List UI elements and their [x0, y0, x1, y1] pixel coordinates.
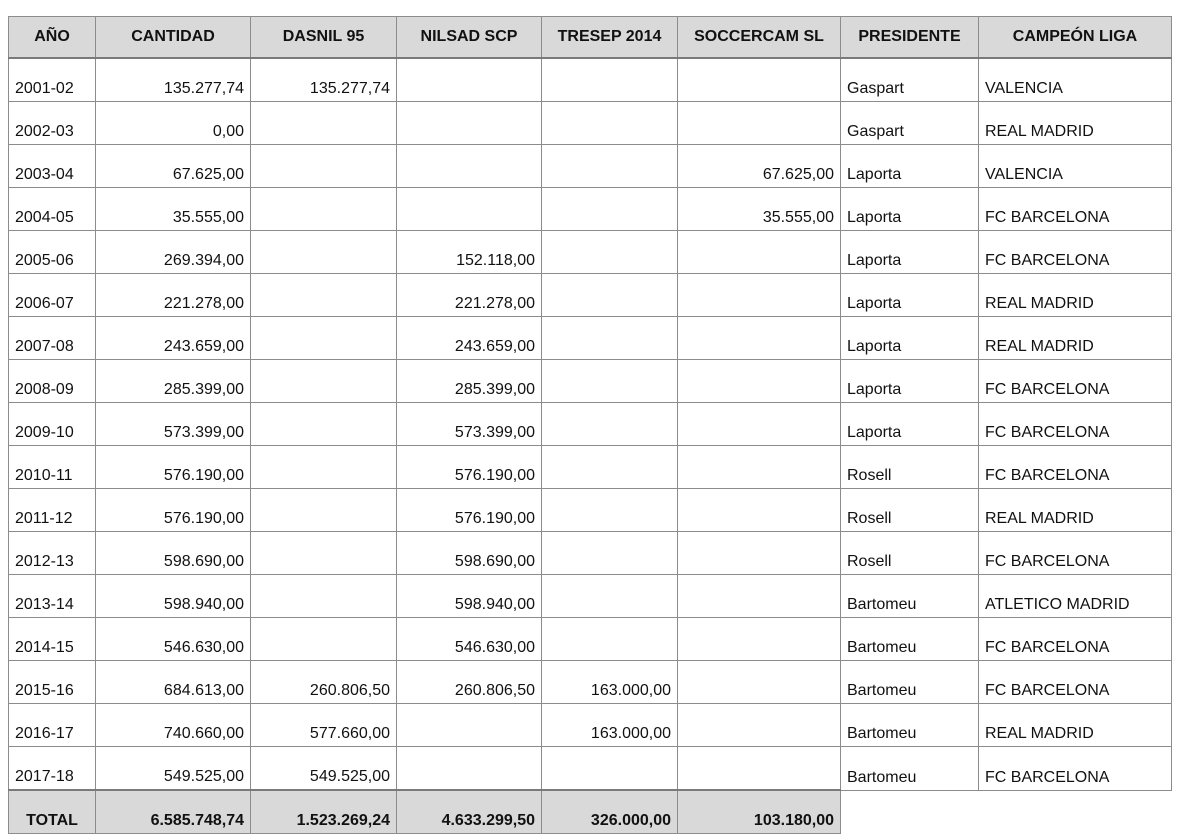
- cell-cantidad[interactable]: 598.940,00: [96, 575, 251, 618]
- cell-cantidad[interactable]: 67.625,00: [96, 145, 251, 188]
- total-cantidad[interactable]: 6.585.748,74: [96, 790, 251, 834]
- cell-dasnil-95[interactable]: [251, 403, 397, 446]
- cell-dasnil-95[interactable]: 260.806,50: [251, 661, 397, 704]
- cell-campeon-liga[interactable]: REAL MADRID: [979, 317, 1172, 360]
- total-row: [9, 790, 1172, 834]
- cell-presidente[interactable]: Bartomeu: [841, 618, 979, 661]
- cell-soccercam-sl[interactable]: 35.555,00: [678, 188, 841, 231]
- cell-ano[interactable]: 2006-07: [9, 274, 96, 317]
- cell-presidente[interactable]: Bartomeu: [841, 704, 979, 747]
- cell-dasnil-95[interactable]: [251, 188, 397, 231]
- cell-tresep-2014[interactable]: [542, 747, 678, 791]
- table-row: [9, 618, 1172, 661]
- cell-ano[interactable]: 2010-11: [9, 446, 96, 489]
- table-row: [9, 317, 1172, 360]
- cell-tresep-2014[interactable]: [542, 360, 678, 403]
- cell-ano[interactable]: 2002-03: [9, 102, 96, 145]
- cell-cantidad[interactable]: 576.190,00: [96, 446, 251, 489]
- cell-tresep-2014[interactable]: [542, 446, 678, 489]
- cell-campeon-liga[interactable]: VALENCIA: [979, 58, 1172, 102]
- cell-campeon-liga[interactable]: REAL MADRID: [979, 704, 1172, 747]
- cell-campeon-liga[interactable]: FC BARCELONA: [979, 747, 1172, 791]
- total-tresep-2014[interactable]: 326.000,00: [542, 790, 678, 834]
- cell-presidente[interactable]: Bartomeu: [841, 747, 979, 791]
- cell-tresep-2014[interactable]: 163.000,00: [542, 661, 678, 704]
- cell-nilsad-scp[interactable]: [397, 188, 542, 231]
- cell-nilsad-scp[interactable]: 285.399,00: [397, 360, 542, 403]
- cell-presidente[interactable]: Rosell: [841, 446, 979, 489]
- table-row: [9, 446, 1172, 489]
- cell-nilsad-scp[interactable]: [397, 747, 542, 791]
- cell-ano[interactable]: 2012-13: [9, 532, 96, 575]
- cell-soccercam-sl[interactable]: [678, 58, 841, 102]
- data-table: [8, 16, 1172, 834]
- cell-nilsad-scp[interactable]: 576.190,00: [397, 489, 542, 532]
- total-label[interactable]: TOTAL: [9, 790, 96, 834]
- cell-presidente[interactable]: Laporta: [841, 145, 979, 188]
- table-row: [9, 274, 1172, 317]
- cell-dasnil-95[interactable]: 549.525,00: [251, 747, 397, 791]
- cell-campeon-liga[interactable]: FC BARCELONA: [979, 360, 1172, 403]
- cell-presidente[interactable]: Laporta: [841, 188, 979, 231]
- cell-campeon-liga[interactable]: FC BARCELONA: [979, 618, 1172, 661]
- cell-nilsad-scp[interactable]: 221.278,00: [397, 274, 542, 317]
- table-row: [9, 747, 1172, 791]
- cell-soccercam-sl[interactable]: [678, 446, 841, 489]
- cell-presidente[interactable]: Laporta: [841, 274, 979, 317]
- cell-ano[interactable]: 2005-06: [9, 231, 96, 274]
- cell-presidente[interactable]: Laporta: [841, 360, 979, 403]
- cell-dasnil-95[interactable]: 577.660,00: [251, 704, 397, 747]
- cell-campeon-liga[interactable]: FC BARCELONA: [979, 532, 1172, 575]
- cell-campeon-liga[interactable]: FC BARCELONA: [979, 446, 1172, 489]
- cell-presidente[interactable]: Laporta: [841, 231, 979, 274]
- cell-campeon-liga[interactable]: FC BARCELONA: [979, 403, 1172, 446]
- cell-ano[interactable]: 2003-04: [9, 145, 96, 188]
- cell-tresep-2014[interactable]: [542, 188, 678, 231]
- cell-campeon-liga[interactable]: FC BARCELONA: [979, 661, 1172, 704]
- cell-presidente[interactable]: Bartomeu: [841, 575, 979, 618]
- total-dasnil-95[interactable]: 1.523.269,24: [251, 790, 397, 834]
- cell-dasnil-95[interactable]: [251, 446, 397, 489]
- cell-dasnil-95[interactable]: 135.277,74: [251, 58, 397, 102]
- cell-soccercam-sl[interactable]: [678, 317, 841, 360]
- cell-presidente[interactable]: Rosell: [841, 489, 979, 532]
- cell-ano[interactable]: 2008-09: [9, 360, 96, 403]
- cell-ano[interactable]: 2007-08: [9, 317, 96, 360]
- table-row: [9, 704, 1172, 747]
- cell-presidente[interactable]: Gaspart: [841, 58, 979, 102]
- total-blank-cell: [979, 790, 1172, 834]
- table-row: [9, 661, 1172, 704]
- cell-ano[interactable]: 2015-16: [9, 661, 96, 704]
- cell-soccercam-sl[interactable]: [678, 532, 841, 575]
- cell-tresep-2014[interactable]: [542, 403, 678, 446]
- cell-ano[interactable]: 2009-10: [9, 403, 96, 446]
- table-row: [9, 231, 1172, 274]
- table-row: [9, 188, 1172, 231]
- table-row: [9, 360, 1172, 403]
- cell-nilsad-scp[interactable]: 598.940,00: [397, 575, 542, 618]
- cell-dasnil-95[interactable]: [251, 317, 397, 360]
- cell-cantidad[interactable]: 546.630,00: [96, 618, 251, 661]
- cell-tresep-2014[interactable]: [542, 618, 678, 661]
- cell-dasnil-95[interactable]: [251, 618, 397, 661]
- cell-cantidad[interactable]: 243.659,00: [96, 317, 251, 360]
- cell-ano[interactable]: 2004-05: [9, 188, 96, 231]
- cell-nilsad-scp[interactable]: [397, 102, 542, 145]
- cell-cantidad[interactable]: 35.555,00: [96, 188, 251, 231]
- cell-soccercam-sl[interactable]: [678, 403, 841, 446]
- cell-tresep-2014[interactable]: [542, 231, 678, 274]
- table-row: [9, 575, 1172, 618]
- cell-presidente[interactable]: Bartomeu: [841, 661, 979, 704]
- cell-nilsad-scp[interactable]: 598.690,00: [397, 532, 542, 575]
- table-row: [9, 145, 1172, 188]
- cell-presidente[interactable]: Laporta: [841, 403, 979, 446]
- column-header-tresep-2014[interactable]: TRESEP 2014: [542, 17, 678, 59]
- cell-soccercam-sl[interactable]: [678, 360, 841, 403]
- cell-soccercam-sl[interactable]: [678, 704, 841, 747]
- column-header-cantidad[interactable]: CANTIDAD: [96, 17, 251, 59]
- spreadsheet-sheet: [8, 16, 1172, 834]
- cell-dasnil-95[interactable]: [251, 102, 397, 145]
- column-header-ano[interactable]: AÑO: [9, 17, 96, 59]
- cell-dasnil-95[interactable]: [251, 575, 397, 618]
- cell-ano[interactable]: 2014-15: [9, 618, 96, 661]
- cell-cantidad[interactable]: 269.394,00: [96, 231, 251, 274]
- cell-presidente[interactable]: Gaspart: [841, 102, 979, 145]
- cell-nilsad-scp[interactable]: 576.190,00: [397, 446, 542, 489]
- cell-campeon-liga[interactable]: VALENCIA: [979, 145, 1172, 188]
- cell-nilsad-scp[interactable]: [397, 704, 542, 747]
- cell-nilsad-scp[interactable]: 573.399,00: [397, 403, 542, 446]
- table-body: [9, 58, 1172, 790]
- cell-tresep-2014[interactable]: [542, 102, 678, 145]
- cell-ano[interactable]: 2011-12: [9, 489, 96, 532]
- cell-ano[interactable]: 2001-02: [9, 58, 96, 102]
- cell-cantidad[interactable]: 740.660,00: [96, 704, 251, 747]
- cell-tresep-2014[interactable]: [542, 317, 678, 360]
- cell-cantidad[interactable]: 576.190,00: [96, 489, 251, 532]
- cell-cantidad[interactable]: 549.525,00: [96, 747, 251, 791]
- cell-dasnil-95[interactable]: [251, 231, 397, 274]
- cell-soccercam-sl[interactable]: [678, 575, 841, 618]
- cell-soccercam-sl[interactable]: [678, 661, 841, 704]
- column-header-presidente[interactable]: PRESIDENTE: [841, 17, 979, 59]
- cell-presidente[interactable]: Laporta: [841, 317, 979, 360]
- cell-soccercam-sl[interactable]: [678, 747, 841, 791]
- table-row: [9, 532, 1172, 575]
- cell-cantidad[interactable]: 0,00: [96, 102, 251, 145]
- table-row: [9, 58, 1172, 102]
- cell-tresep-2014[interactable]: [542, 489, 678, 532]
- cell-campeon-liga[interactable]: REAL MADRID: [979, 489, 1172, 532]
- cell-dasnil-95[interactable]: [251, 489, 397, 532]
- cell-campeon-liga[interactable]: ATLETICO MADRID: [979, 575, 1172, 618]
- cell-nilsad-scp[interactable]: [397, 145, 542, 188]
- cell-soccercam-sl[interactable]: 67.625,00: [678, 145, 841, 188]
- cell-soccercam-sl[interactable]: [678, 489, 841, 532]
- cell-soccercam-sl[interactable]: [678, 274, 841, 317]
- cell-tresep-2014[interactable]: [542, 532, 678, 575]
- table-row: [9, 489, 1172, 532]
- cell-dasnil-95[interactable]: [251, 145, 397, 188]
- cell-cantidad[interactable]: 135.277,74: [96, 58, 251, 102]
- column-header-nilsad-scp[interactable]: NILSAD SCP: [397, 17, 542, 59]
- cell-nilsad-scp[interactable]: 243.659,00: [397, 317, 542, 360]
- cell-presidente[interactable]: Rosell: [841, 532, 979, 575]
- total-nilsad-scp[interactable]: 4.633.299,50: [397, 790, 542, 834]
- cell-cantidad[interactable]: 221.278,00: [96, 274, 251, 317]
- cell-nilsad-scp[interactable]: 546.630,00: [397, 618, 542, 661]
- cell-dasnil-95[interactable]: [251, 360, 397, 403]
- cell-soccercam-sl[interactable]: [678, 102, 841, 145]
- total-blank-cell: [841, 790, 979, 834]
- cell-nilsad-scp[interactable]: 152.118,00: [397, 231, 542, 274]
- header-row: [9, 17, 1172, 59]
- cell-dasnil-95[interactable]: [251, 532, 397, 575]
- cell-ano[interactable]: 2017-18: [9, 747, 96, 791]
- total-soccercam-sl[interactable]: 103.180,00: [678, 790, 841, 834]
- cell-campeon-liga[interactable]: FC BARCELONA: [979, 231, 1172, 274]
- cell-cantidad[interactable]: 573.399,00: [96, 403, 251, 446]
- cell-tresep-2014[interactable]: [542, 575, 678, 618]
- cell-nilsad-scp[interactable]: 260.806,50: [397, 661, 542, 704]
- table-row: [9, 403, 1172, 446]
- table-row: [9, 102, 1172, 145]
- cell-tresep-2014[interactable]: [542, 274, 678, 317]
- column-header-campeon-liga[interactable]: CAMPEÓN LIGA: [979, 17, 1172, 59]
- cell-tresep-2014[interactable]: [542, 58, 678, 102]
- cell-dasnil-95[interactable]: [251, 274, 397, 317]
- cell-cantidad[interactable]: 598.690,00: [96, 532, 251, 575]
- cell-ano[interactable]: 2016-17: [9, 704, 96, 747]
- cell-ano[interactable]: 2013-14: [9, 575, 96, 618]
- cell-soccercam-sl[interactable]: [678, 618, 841, 661]
- cell-tresep-2014[interactable]: [542, 145, 678, 188]
- cell-campeon-liga[interactable]: REAL MADRID: [979, 274, 1172, 317]
- cell-campeon-liga[interactable]: FC BARCELONA: [979, 188, 1172, 231]
- cell-cantidad[interactable]: 684.613,00: [96, 661, 251, 704]
- cell-cantidad[interactable]: 285.399,00: [96, 360, 251, 403]
- cell-soccercam-sl[interactable]: [678, 231, 841, 274]
- cell-campeon-liga[interactable]: REAL MADRID: [979, 102, 1172, 145]
- column-header-soccercam-sl[interactable]: SOCCERCAM SL: [678, 17, 841, 59]
- cell-nilsad-scp[interactable]: [397, 58, 542, 102]
- cell-tresep-2014[interactable]: 163.000,00: [542, 704, 678, 747]
- column-header-dasnil-95[interactable]: DASNIL 95: [251, 17, 397, 59]
